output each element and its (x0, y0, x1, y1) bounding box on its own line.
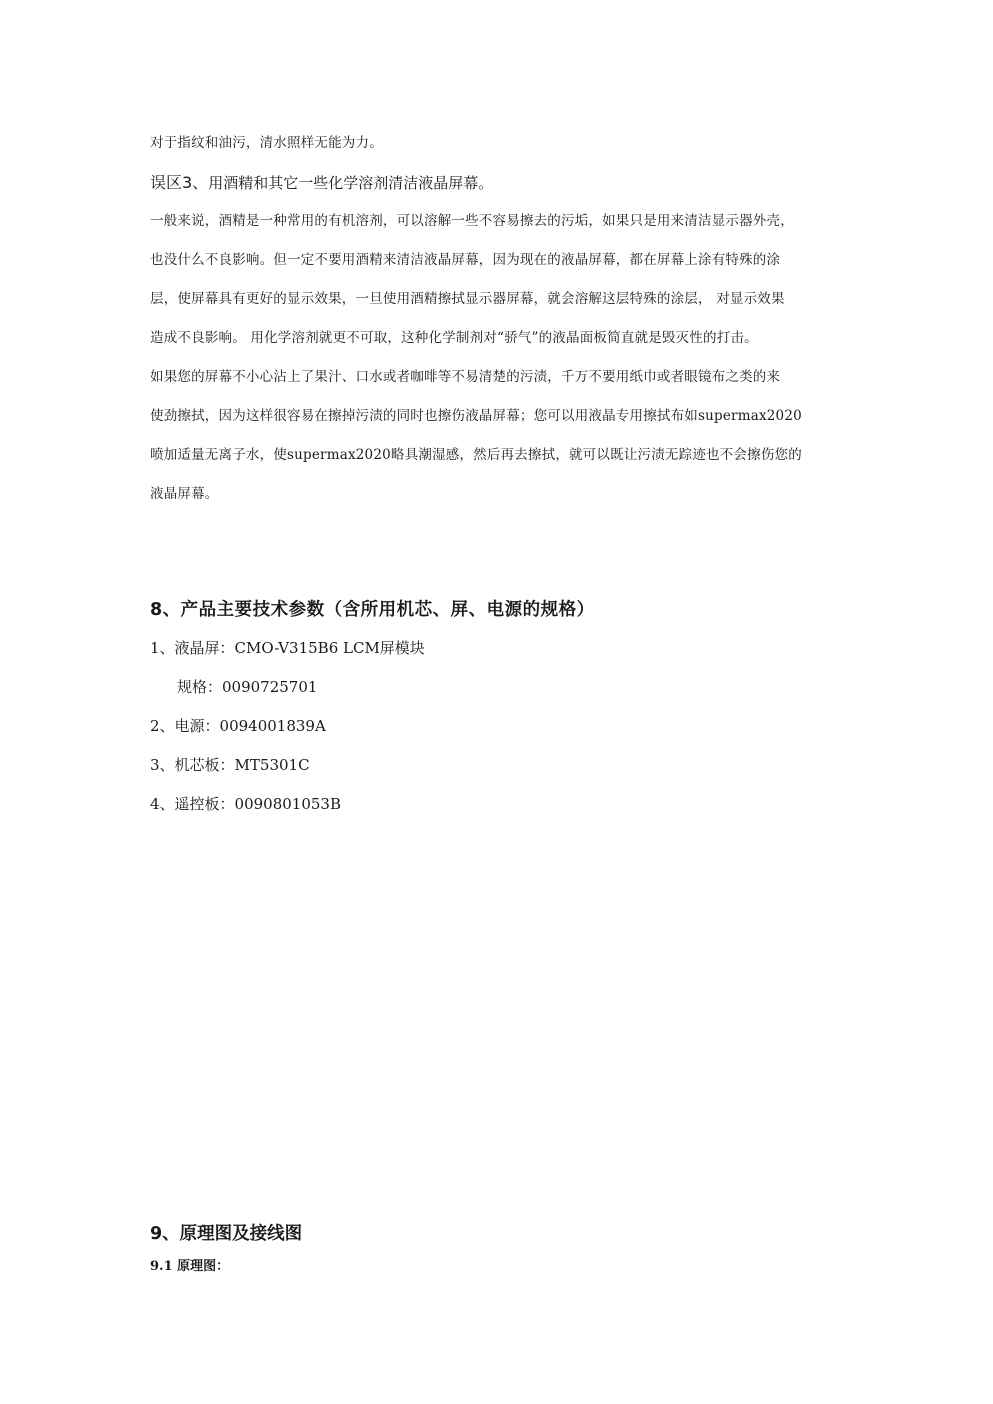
section8-heading: 8、产品主要技术参数（含所用机芯、屏、电源的规格） (150, 600, 595, 620)
spec-item-remote: 4、遥控板：0090801053B (150, 795, 342, 813)
spec-item-lcd: 1、液晶屏：CMO-V315B6 LCM屏模块 (150, 639, 425, 657)
misconception-3-heading (150, 170, 493, 193)
paragraph1-line: 层，使屏幕具有更好的显示效果，一旦使用酒精擦拭显示器屏幕，就会溶解这层特殊的涂层， 对显示效果 (150, 291, 785, 307)
paragraph1-line: 也没什么不良影响。但一定不要用酒精来清洁液晶屏幕，因为现在的液晶屏幕，都在屏幕上涂有特殊的涂 (150, 252, 781, 268)
intro-line: 对于指纹和油污，清水照样无能为力。 (150, 135, 383, 151)
paragraph2-line: 液晶屏幕。 (150, 486, 219, 502)
section9-1-subheading: 9.1 原理图： (150, 1259, 230, 1274)
paragraph2-line: 如果您的屏幕不小心沾上了果汁、口水或者咖啡等不易清楚的污渍，千万不要用纸巾或者眼镜布之类的来 (150, 369, 781, 385)
spec-item-mainboard: 3、机芯板：MT5301C (150, 756, 310, 774)
section9-heading: 9、原理图及接线图 (150, 1224, 303, 1244)
misconception-3-text: 用酒精和其它一些化学溶剂清洁液晶屏幕。 (208, 174, 494, 192)
spec-item-lcd-model: 规格：0090725701 (177, 678, 318, 696)
paragraph1-line: 造成不良影响。 用化学溶剂就更不可取，这种化学制剂对“骄气”的液晶面板简直就是毁灭性的打击。 (150, 330, 758, 346)
spec-item-power: 2、电源：0094001839A (150, 717, 326, 735)
paragraph2-line: 使劲擦拭，因为这样很容易在擦掉污渍的同时也擦伤液晶屏幕；您可以用液晶专用擦拭布如supermax2020 (150, 408, 802, 424)
misconception-3-label: 误区3、 (150, 173, 209, 192)
paragraph1-line: 一般来说，酒精是一种常用的有机溶剂，可以溶解一些不容易擦去的污垢，如果只是用来清洁显示器外壳， (150, 213, 794, 229)
paragraph2-line: 喷加适量无离子水，使supermax2020略具潮湿感，然后再去擦拭，就可以既让污渍无踪迹也不会擦伤您的 (150, 447, 802, 463)
